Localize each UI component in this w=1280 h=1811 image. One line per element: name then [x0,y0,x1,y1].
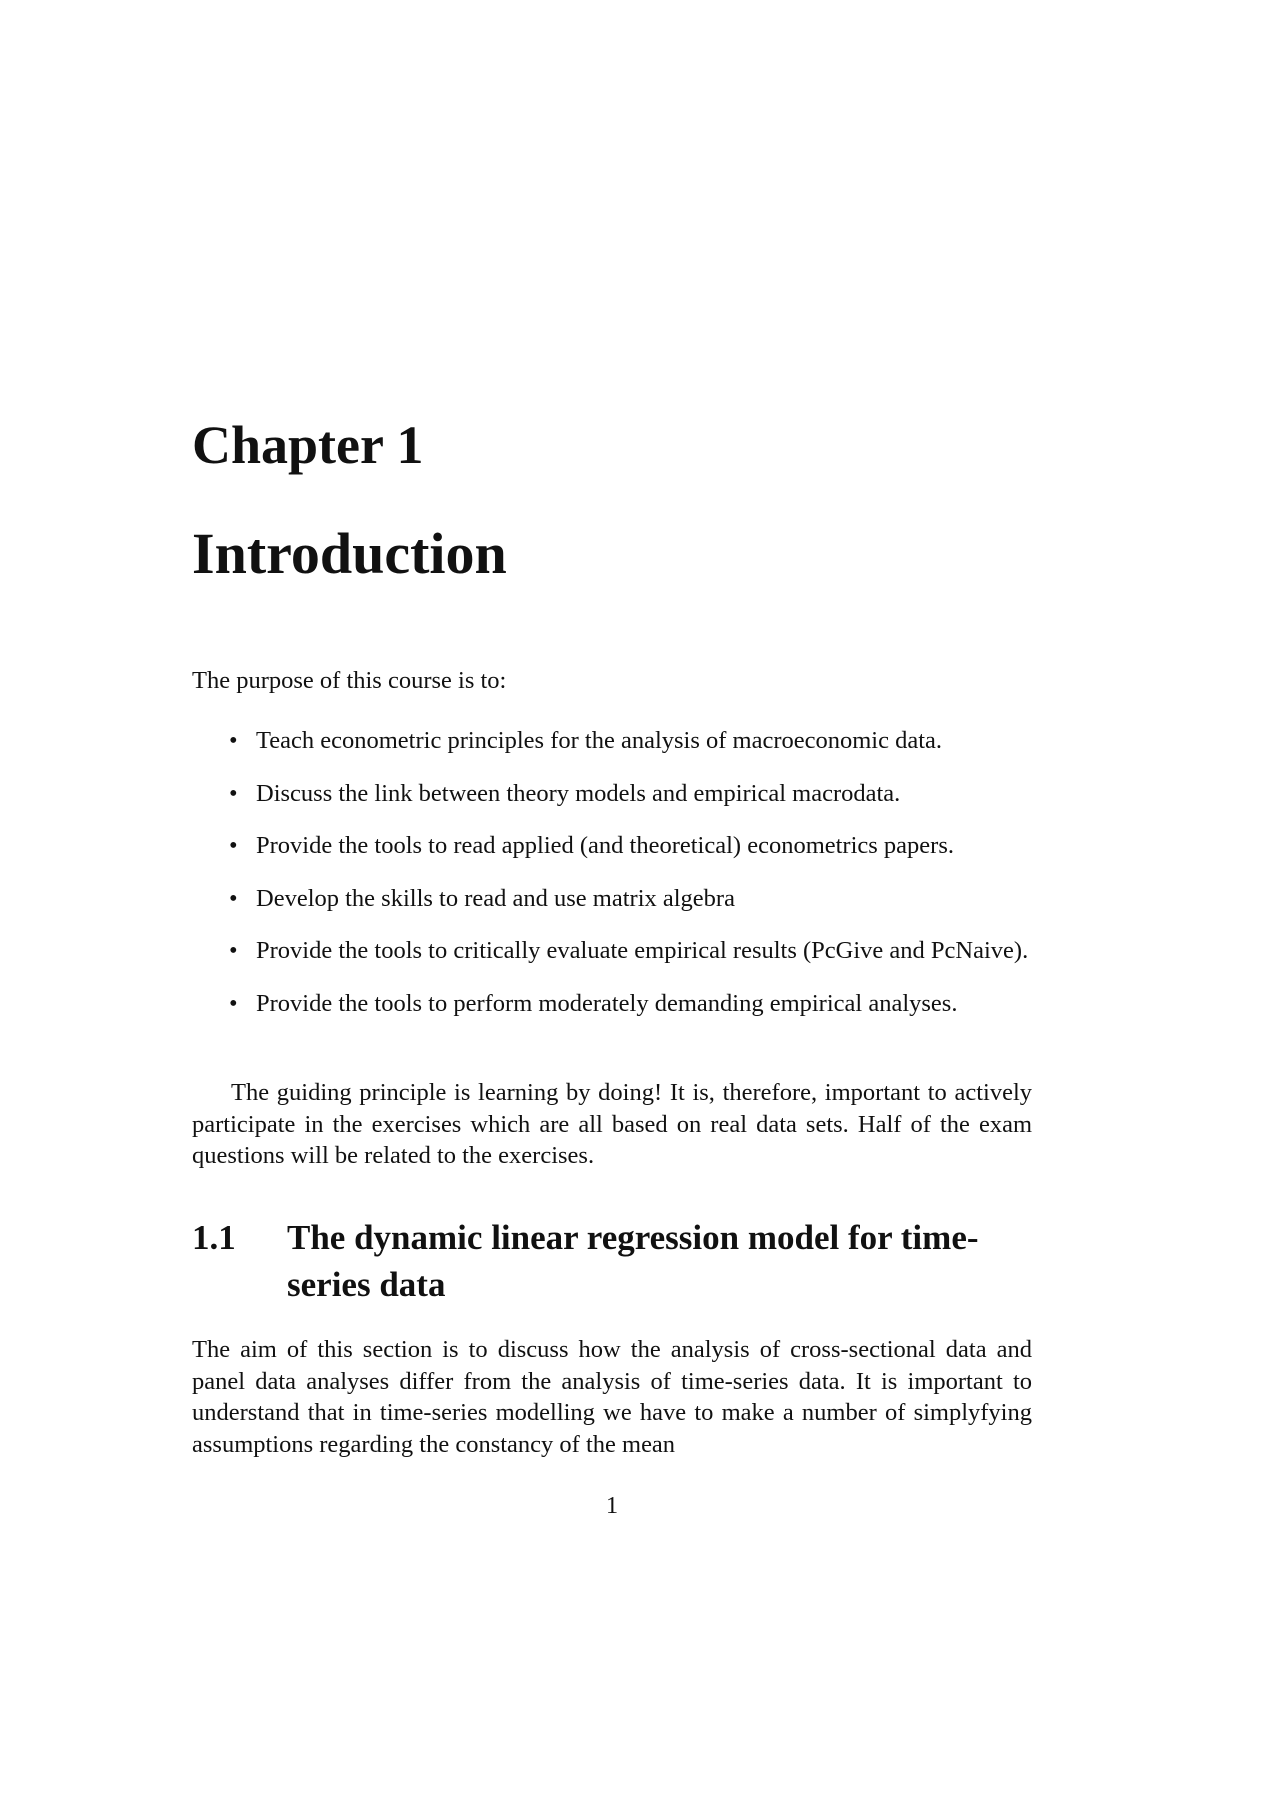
list-item [192,883,1032,915]
list-item-text: Provide the tools to read applied (and theoretical) econometrics papers. [256,832,954,859]
bullet-icon: • [229,884,238,912]
list-item-text: Provide the tools to perform moderately demanding empirical analyses. [256,989,958,1017]
chapter-label: Chapter 1 [192,415,424,475]
bullet-icon: • [229,989,238,1017]
chapter-title: Introduction [192,521,507,586]
section-heading [192,1214,1032,1308]
list-item [192,935,1032,967]
list-item-text: Teach econometric principles for the analysis of macroeconomic data. [256,727,943,754]
list-item [192,725,1032,757]
bullet-icon: • [229,937,238,964]
list-item [192,830,1032,862]
purpose-list [192,725,1032,1040]
list-item-text: Provide the tools to critically evaluate empirical results (PcGive and PcNaive). [256,937,1029,964]
guiding-principle-paragraph: The guiding principle is learning by doing! It is, therefore, important to actively participate in the exercises which are all based on real data sets. Half of the exam questions will be related to the exercises. [192,1079,1032,1169]
section-title: The dynamic linear regression model for time-series data [287,1218,979,1304]
list-item-text: Discuss the link between theory models and empirical macrodata. [256,779,901,807]
intro-lead: The purpose of this course is to: [192,667,507,694]
bullet-icon: • [229,779,238,807]
section-paragraph: The aim of this section is to discuss how the analysis of cross-sectional data and panel data analyses differ from the analysis of time-series data. It is important to understand that in time-series modelling we have to make a number of simplyfying assumptions regarding the constancy of the mean [192,1336,1032,1458]
bullet-icon: • [229,832,238,859]
bullet-icon: • [229,727,238,754]
list-item [192,988,1032,1020]
list-item [192,778,1032,810]
section-number: 1.1 [192,1218,236,1257]
list-item-text: Develop the skills to read and use matrix algebra [256,884,735,912]
page-number: 1 [605,1492,619,1519]
